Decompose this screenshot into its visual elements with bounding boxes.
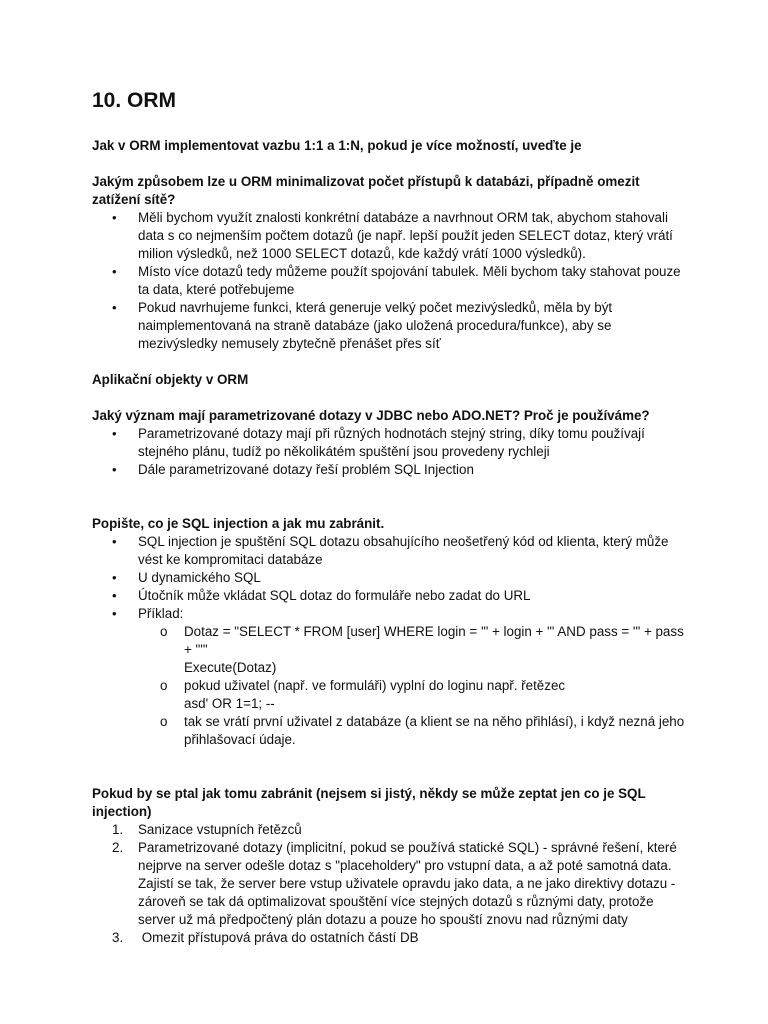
list-item: • Pokud navrhujeme funkci, která generuje velký počet mezivýsledků, měla by být naimplementovaná na straně databáze (jako uložená procedura/funkce), aby se mezivýsledky nemusely zbytečně přenášet přes síť xyxy=(92,299,688,353)
answer-list-sql-injection xyxy=(92,533,688,623)
list-item: • Místo více dotazů tedy můžeme použít spojování tabulek. Měli bychom taky stahovat pouze ta data, které potřebujeme xyxy=(92,263,688,299)
sublist-line: asd' OR 1=1; -- xyxy=(184,696,275,711)
item-text: Sanizace vstupních řetězců xyxy=(138,822,302,837)
numbered-item xyxy=(92,929,688,947)
list-item: • Parametrizované dotazy mají při různých hodnotách stejný string, díky tomu používají stejného plánu, tudíž po několikátém spuštění jsou provedeny rychleji xyxy=(92,425,688,461)
question-app-objects: Aplikační objekty v ORM xyxy=(92,372,249,387)
item-text: Parametrizované dotazy (implicitní, pokud se používá statické SQL) - správné řešení, které nejprve na server odešle dotaz s "placeholdery" pro vstupní data, a až poté samotná data. Zajistí se tak, že server bere vstup uživatele opravdu jako data, a ne jako direktivy dotazu - zároveň se tak dá optimalizovat spouštění více stejných dotazů s různými daty, protože server už má předpočtený plán dotazu a pouze ho spouští znovu nad různými daty xyxy=(138,840,677,927)
sublist-line: Execute(Dotaz) xyxy=(184,660,277,675)
sublist-item xyxy=(92,677,688,713)
list-item: • U dynamického SQL xyxy=(92,569,688,587)
page-title: 10. ORM xyxy=(92,89,177,112)
list-item: • Příklad: xyxy=(92,605,688,623)
item-number: 3. xyxy=(112,930,124,945)
example-sublist xyxy=(92,623,688,749)
sublist-line: o pokud uživatel (např. ve formuláři) vyplní do loginu např. řetězec xyxy=(184,678,566,693)
list-item: • SQL injection je spuštění SQL dotazu obsahujícího neošetřený kód od klienta, který může vést ke kompromitaci databáze xyxy=(92,533,688,569)
sublist-line: o Dotaz = "SELECT * FROM [user] WHERE login = '" + login + "' AND pass = '" + pass + "'" xyxy=(184,624,684,657)
list-item: • Měli bychom využít znalosti konkrétní databáze a navrhnout ORM tak, abychom stahovali data s co nejmenším počtem dotazů (je např. lepší použít jeden SELECT dotaz, který vrátí milion výsledků, než 1000 SELECT dotazů, kde každý vrátí 1000 výsledků). xyxy=(92,209,688,263)
question-orm-relations: Jak v ORM implementovat vazbu 1:1 a 1:N, pokud je více možností, uveďte je xyxy=(92,138,582,153)
sublist-item xyxy=(92,713,688,749)
item-text: Omezit přístupová práva do ostatních částí DB xyxy=(138,930,419,945)
item-number: 2. xyxy=(112,840,124,855)
item-number: 1. xyxy=(112,822,124,837)
question-prevent-injection: Pokud by se ptal jak tomu zabránit (nejsem si jistý, někdy se může zeptat jen co je SQL injection) xyxy=(92,786,646,819)
list-item: • Útočník může vkládat SQL dotaz do formuláře nebo zadat do URL xyxy=(92,587,688,605)
list-item: • Dále parametrizované dotazy řeší problém SQL Injection xyxy=(92,461,688,479)
question-minimize-db-access: Jakým způsobem lze u ORM minimalizovat počet přístupů k databázi, případně omezit zatížení sítě? xyxy=(92,174,640,207)
numbered-item xyxy=(92,821,688,839)
question-sql-injection: Popište, co je SQL injection a jak mu zabránit. xyxy=(92,516,385,531)
answer-list-minimize-db-access xyxy=(92,209,688,353)
answer-list-prevent-injection xyxy=(92,821,688,947)
sublist-item xyxy=(92,623,688,677)
sublist-line: o tak se vrátí první uživatel z databáze (a klient se na něho přihlásí), i když nezná jeho přihlašovací údaje. xyxy=(184,714,685,747)
question-parametrized-queries: Jaký význam mají parametrizované dotazy v JDBC nebo ADO.NET? Proč je používáme? xyxy=(92,408,650,423)
numbered-item xyxy=(92,839,688,929)
answer-list-parametrized-queries xyxy=(92,425,688,479)
